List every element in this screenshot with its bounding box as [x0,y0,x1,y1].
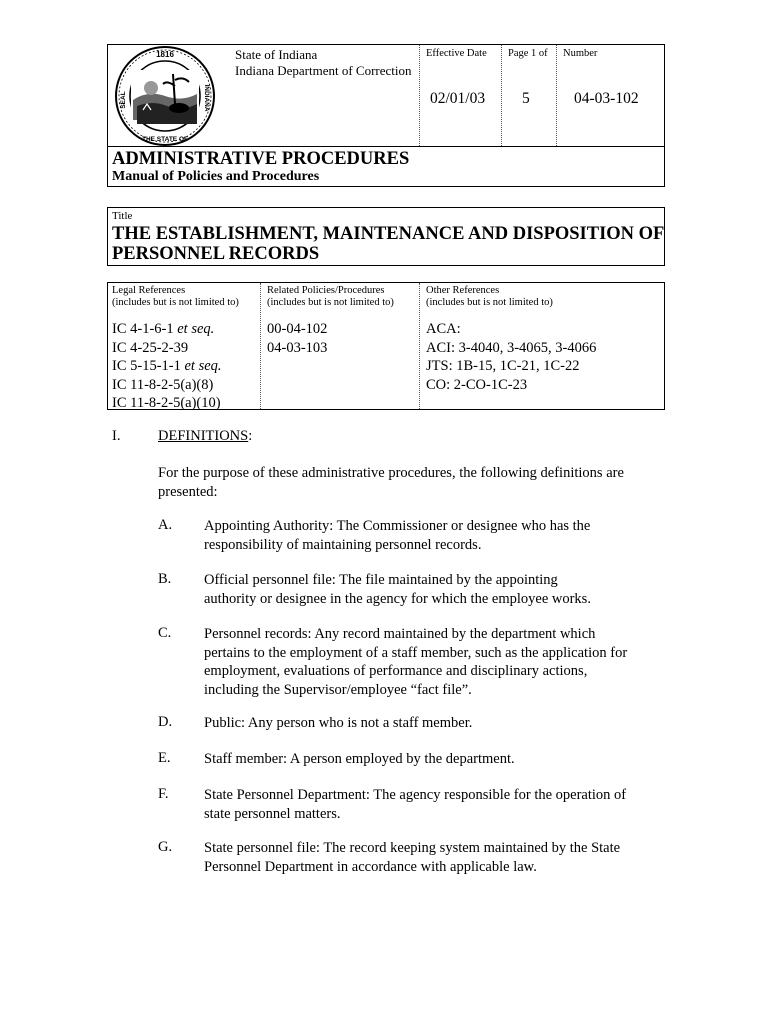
other-reference-item: ACA: [426,321,461,337]
related-policy-item: 04-03-103 [267,339,328,356]
other-references-sublabel: (includes but is not limited to) [426,297,553,308]
related-policies-list [267,320,327,357]
state-seal-icon [113,44,217,148]
section-heading-text: DEFINITIONS [158,428,249,444]
header-col-divider-1 [419,45,420,146]
definition-line: Official personnel file: The file maintained by the appointing [204,572,558,588]
procedures-title: ADMINISTRATIVE PROCEDURES [112,149,410,169]
definition-line: State Personnel Department: The agency responsible for the operation of [204,787,627,803]
section-intro [158,464,658,501]
section-intro-line: presented: [158,483,218,500]
legal-reference-item: IC 4-25-2-39 [112,339,189,356]
legal-references-label: Legal References [112,285,186,296]
definition-line: employment, evaluations of performance and disciplinary actions, [204,663,588,679]
section-intro-line: For the purpose of these administrative procedures, the following definitions are [158,465,624,481]
ref-col-divider-1 [260,283,261,409]
ref-col-divider-2 [419,283,420,409]
section-heading-colon: : [248,428,253,444]
definition-line: Personnel records: Any record maintained by the department which [204,626,596,642]
title-label: Title [112,210,133,222]
definition-text [204,571,654,608]
agency-line-1: State of Indiana [235,47,318,62]
legal-reference-item: IC 5-15-1-1 et seq. [112,358,222,374]
definition-letter: F. [158,786,169,802]
definition-line: including the Supervisor/employee “fact file”. [204,681,472,698]
definition-line: pertains to the employment of a staff member, such as the application for [204,644,628,661]
definition-letter: E. [158,750,171,766]
related-policies-label: Related Policies/Procedures [267,285,385,296]
definition-letter: G. [158,839,173,855]
number-label: Number [563,48,598,59]
definition-line: Staff member: A person employed by the department. [204,751,515,767]
definition-letter: A. [158,517,173,533]
definition-line: Appointing Authority: The Commissioner or designee who has the [204,518,591,534]
legal-references-sublabel: (includes but is not limited to) [112,297,239,308]
definition-line: Public: Any person who is not a staff member. [204,715,473,731]
definition-letter: B. [158,571,172,587]
definition-letter: D. [158,714,173,730]
number-value: 04-03-102 [574,90,639,107]
seal-ring-left-text: SEAL [120,91,127,109]
definition-text [204,714,654,733]
definition-text [204,786,654,823]
legal-reference-item: IC 4-1-6-1 et seq. [112,321,215,337]
page-total-value: 5 [522,90,530,107]
other-reference-item: ACI: 3-4040, 3-4065, 3-4066 [426,339,597,356]
related-policies-sublabel: (includes but is not limited to) [267,297,394,308]
effective-date-value: 02/01/03 [430,90,486,107]
manual-subtitle: Manual of Policies and Procedures [112,169,320,184]
definition-text [204,517,654,554]
other-references-list [426,320,596,394]
legal-references-list [112,320,222,413]
definition-line: authority or designee in the agency for which the employee works. [204,590,591,607]
other-reference-item: CO: 2-CO-1C-23 [426,376,528,393]
seal-ring-right-text: INDIANA [203,84,210,112]
document-title-line-2: PERSONNEL RECORDS [112,244,320,264]
related-policy-item: 00-04-102 [267,321,328,337]
definition-text [204,750,654,769]
legal-reference-item: IC 11-8-2-5(a)(8) [112,376,214,393]
definition-text [204,625,654,699]
header-col-divider-2 [501,45,502,146]
other-references-label: Other References [426,285,500,296]
other-reference-item: JTS: 1B-15, 1C-21, 1C-22 [426,358,580,374]
section-numeral: I. [112,428,121,444]
agency-line-2: Indiana Department of Correction [235,63,412,78]
effective-date-label: Effective Date [426,48,487,59]
seal-year-text: 1816 [156,50,174,59]
header-col-divider-3 [556,45,557,146]
definition-line: responsibility of maintaining personnel records. [204,536,482,553]
definition-line: Personnel Department in accordance with applicable law. [204,858,537,875]
definition-line: State personnel file: The record keeping system maintained by the State [204,840,621,856]
seal-ring-bottom-text: THE STATE OF [142,136,188,143]
document-title-line-1: THE ESTABLISHMENT, MAINTENANCE AND DISPOSITION OF [112,224,665,244]
section-heading [158,428,252,445]
page-label: Page 1 of [508,48,548,59]
definition-text [204,839,654,876]
definition-letter: C. [158,625,172,641]
legal-reference-item: IC 11-8-2-5(a)(10) [112,395,221,411]
definition-line: state personnel matters. [204,805,341,822]
